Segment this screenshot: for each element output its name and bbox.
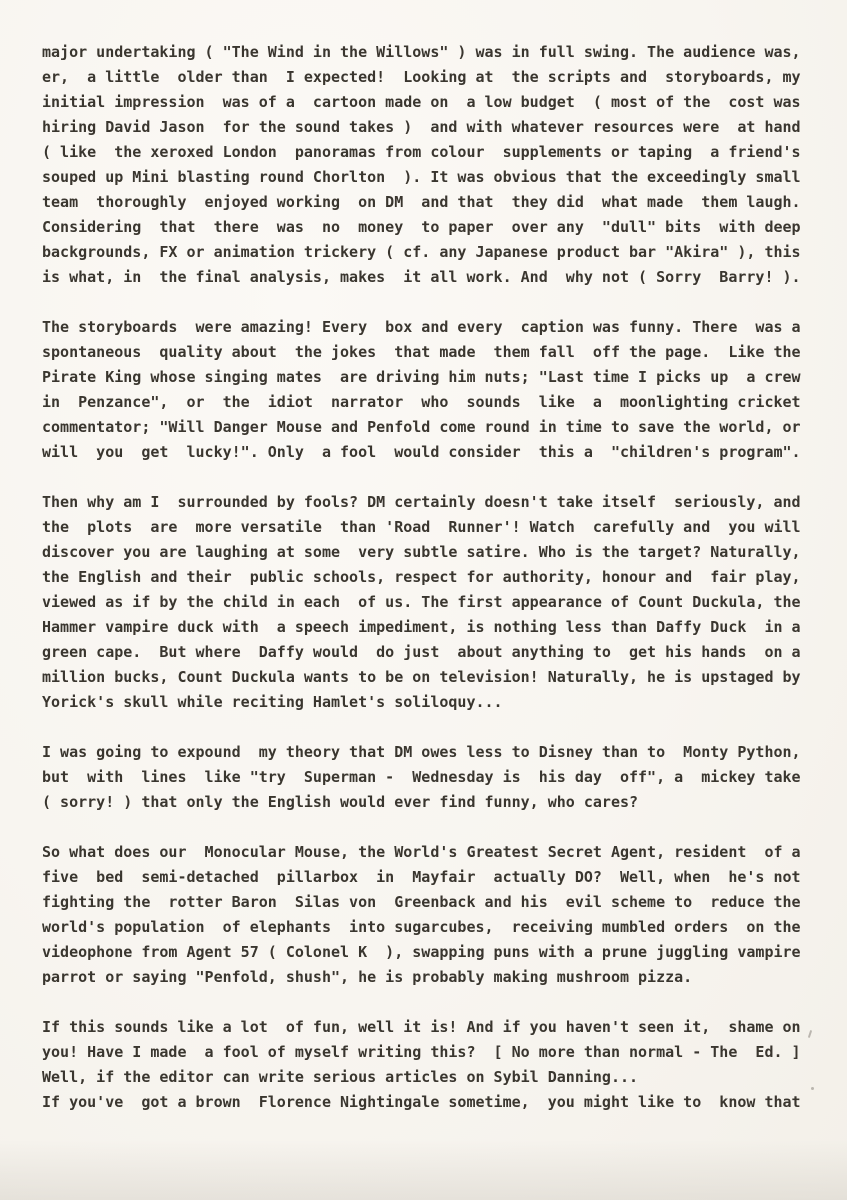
text-line: So what does our Monocular Mouse, the World's Greatest Secret Agent, resident of a bbox=[42, 843, 801, 861]
text-line: videophone from Agent 57 ( Colonel K ), swapping puns with a prune juggling vampire bbox=[42, 943, 801, 961]
text-line: er, a little older than I expected! Looking at the scripts and storyboards, my bbox=[42, 68, 801, 86]
text-line: is what, in the final analysis, makes it all work. And why not ( Sorry Barry! ). bbox=[42, 268, 801, 286]
text-line: commentator; "Will Danger Mouse and Penfold come round in time to save the world, or bbox=[42, 418, 801, 436]
text-line: initial impression was of a cartoon made on a low budget ( most of the cost was bbox=[42, 93, 801, 111]
text-line: spontaneous quality about the jokes that made them fall off the page. Like the bbox=[42, 343, 801, 361]
scanned-document-page bbox=[42, 40, 812, 1140]
scan-speck bbox=[811, 1087, 814, 1090]
text-line: world's population of elephants into sugarcubes, receiving mumbled orders on the bbox=[42, 918, 801, 936]
text-line: viewed as if by the child in each of us. The first appearance of Count Duckula, the bbox=[42, 593, 801, 611]
text-line: green cape. But where Daffy would do just about anything to get his hands on a bbox=[42, 643, 801, 661]
text-line: ( sorry! ) that only the English would ever find funny, who cares? bbox=[42, 793, 639, 811]
paragraph bbox=[42, 315, 812, 465]
text-line: major undertaking ( "The Wind in the Willows" ) was in full swing. The audience was, bbox=[42, 43, 801, 61]
text-line: The storyboards were amazing! Every box and every caption was funny. There was a bbox=[42, 318, 801, 336]
paragraph bbox=[42, 840, 812, 990]
paragraph bbox=[42, 1015, 812, 1115]
text-line: ( like the xeroxed London panoramas from colour supplements or taping a friend's bbox=[42, 143, 801, 161]
text-line: parrot or saying "Penfold, shush", he is probably making mushroom pizza. bbox=[42, 968, 693, 986]
text-line: you! Have I made a fool of myself writing this? [ No more than normal - The Ed. ] bbox=[42, 1043, 801, 1061]
text-line: hiring David Jason for the sound takes ) and with whatever resources were at hand bbox=[42, 118, 801, 136]
text-line: Hammer vampire duck with a speech impediment, is nothing less than Daffy Duck in a bbox=[42, 618, 801, 636]
paragraph bbox=[42, 40, 812, 290]
text-line: the plots are more versatile than 'Road Runner'! Watch carefully and you will bbox=[42, 518, 801, 536]
text-line: If this sounds like a lot of fun, well it is! And if you haven't seen it, shame on bbox=[42, 1018, 801, 1036]
text-line: fighting the rotter Baron Silas von Greenback and his evil scheme to reduce the bbox=[42, 893, 801, 911]
text-line: team thoroughly enjoyed working on DM and that they did what made them laugh. bbox=[42, 193, 801, 211]
text-line: million bucks, Count Duckula wants to be on television! Naturally, he is upstaged by bbox=[42, 668, 801, 686]
paragraph bbox=[42, 490, 812, 715]
text-line: Considering that there was no money to paper over any "dull" bits with deep bbox=[42, 218, 801, 236]
paragraph bbox=[42, 740, 812, 815]
text-line: If you've got a brown Florence Nightingale sometime, you might like to know that bbox=[42, 1093, 801, 1111]
text-line: discover you are laughing at some very subtle satire. Who is the target? Naturally, bbox=[42, 543, 801, 561]
text-line: Pirate King whose singing mates are driving him nuts; "Last time I picks up a crew bbox=[42, 368, 801, 386]
text-line: but with lines like "try Superman - Wednesday is his day off", a mickey take bbox=[42, 768, 801, 786]
text-line: souped up Mini blasting round Chorlton ). It was obvious that the exceedingly small bbox=[42, 168, 801, 186]
text-line: I was going to expound my theory that DM owes less to Disney than to Monty Python, bbox=[42, 743, 801, 761]
text-line: Yorick's skull while reciting Hamlet's soliloquy... bbox=[42, 693, 503, 711]
text-line: backgrounds, FX or animation trickery ( cf. any Japanese product bar "Akira" ), this bbox=[42, 243, 801, 261]
text-line: Well, if the editor can write serious articles on Sybil Danning... bbox=[42, 1068, 639, 1086]
text-line: five bed semi-detached pillarbox in Mayfair actually DO? Well, when he's not bbox=[42, 868, 801, 886]
text-line: the English and their public schools, respect for authority, honour and fair play, bbox=[42, 568, 801, 586]
text-line: in Penzance", or the idiot narrator who sounds like a moonlighting cricket bbox=[42, 393, 801, 411]
text-line: Then why am I surrounded by fools? DM certainly doesn't take itself seriously, and bbox=[42, 493, 801, 511]
text-line: will you get lucky!". Only a fool would consider this a "children's program". bbox=[42, 443, 801, 461]
